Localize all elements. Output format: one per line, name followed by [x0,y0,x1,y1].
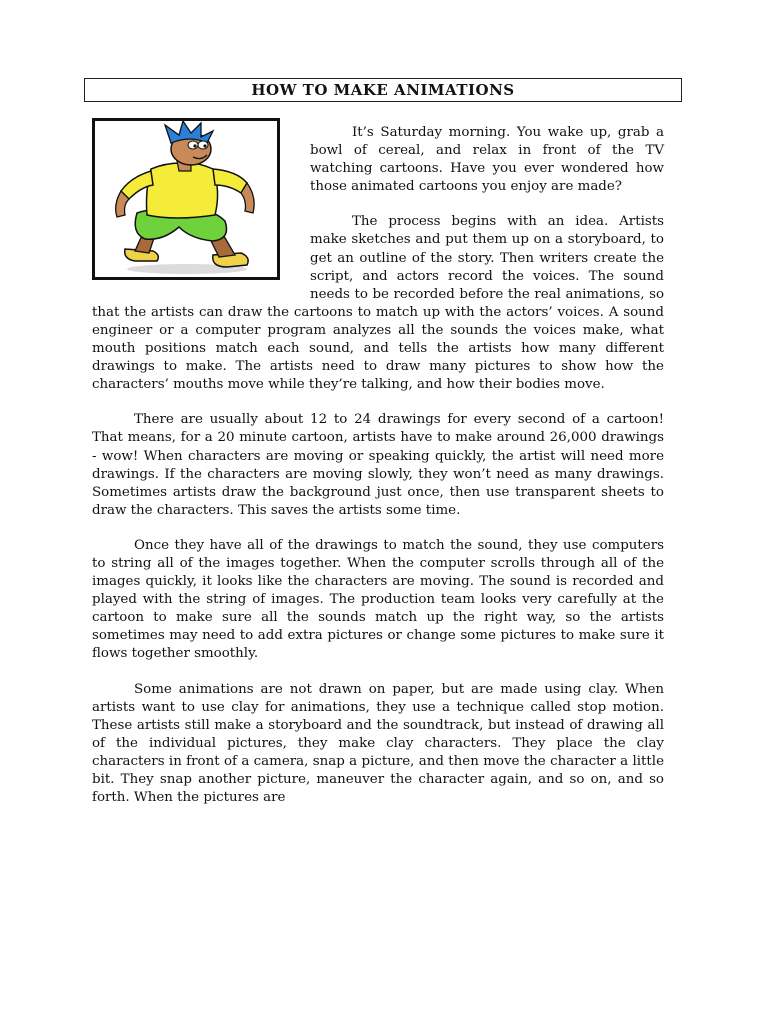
document-title: HOW TO MAKE ANIMATIONS [84,78,682,102]
paragraph-3: There are usually about 12 to 24 drawings for every second of a cartoon! That means, for a 20 minute cartoon, artists have to make around 26,000 drawings - wow! When characters are moving or speaking quickly, the artist will need more drawings. If the characters are moving slowly, they won’t need as many drawings. Sometimes artists draw the background just once, then use transparent sheets to draw the characters. This saves the artists some time. [92,412,664,518]
paragraph-2: The process begins with an idea. Artists make sketches and put them up on a storyboard, to get an outline of the story. Then writers create the script, and actors record the voices. The sound needs to be recorded before the real animations, so that the artists can draw the cartoons to match up with the actors’ voices. A sound engineer or a computer program analyzes all the sounds the voices make, what mouth positions match each sound, and tells the artists how many different drawings to make. The artists need to draw many pictures to show how the characters’ mouths move while they’re talking, and how their bodies move. [92,214,664,393]
article-body [92,124,664,824]
paragraph-1: It’s Saturday morning. You wake up, grab a bowl of cereal, and relax in front of the TV watching cartoons. Have you ever wondered how those animated cartoons you enjoy are made? [310,125,664,195]
image-float-spacer [92,124,310,300]
paragraph-5: Some animations are not drawn on paper, but are made using clay. When artists want to use clay for animations, they use a technique called stop motion. These artists still make a storyboard and the soundtrack, but instead of drawing all of the individual pictures, they make clay characters. They place the clay characters in front of a camera, snap a picture, and then move the character a little bit. They snap another picture, maneuver the character again, and so on, and so forth. When the pictures are [92,681,664,806]
paragraph-4: Once they have all of the drawings to match the sound, they use computers to string all of the images together. When the computer scrolls through all of the images quickly, it looks like the characters are moving. The sound is recorded and played with the string of images. The production team looks very carefully at the cartoon to make sure all the sounds match up the right way, so the artists sometimes may need to add extra pictures or change some pictures to make sure it flows together smoothly. [92,537,664,662]
